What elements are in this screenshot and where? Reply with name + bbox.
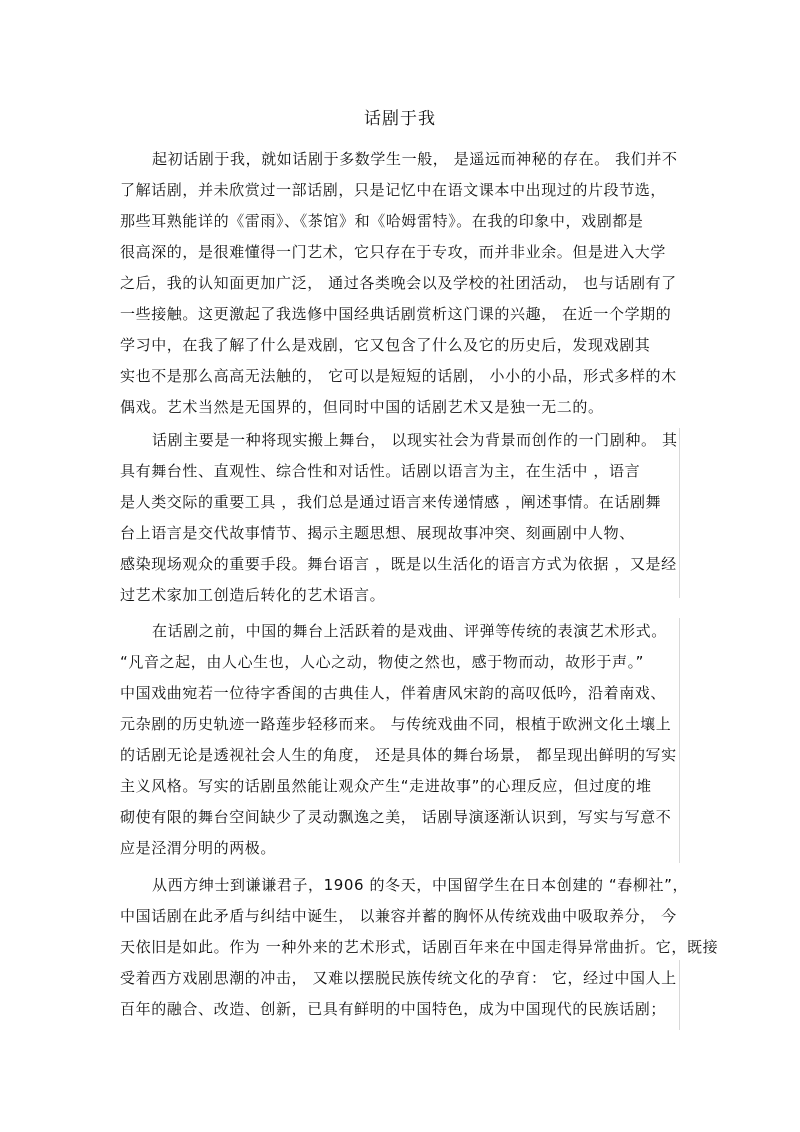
scan-margin-line	[679, 960, 680, 1030]
text-line: 了解话剧，并未欣赏过一部话剧，只是记忆中在语文课本中出现过的片段节选，	[120, 181, 667, 199]
text-line: 主义风格。写实的话剧虽然能让观众产生“走进故事”的心理反应，但过度的堆	[120, 777, 652, 795]
scan-margin-line	[679, 618, 680, 863]
document-title: 话剧于我	[364, 109, 436, 129]
text-line: 在话剧之前，中国的舞台上活跃着的是戏曲、评弹等传统的表演艺术形式。	[152, 622, 667, 640]
text-line: 实也不是那么高高无法触的， 它可以是短短的话剧， 小小的小品，形式多样的木	[120, 367, 677, 385]
text-line: 学习中，在我了解了什么是戏剧，它又包含了什么及它的历史后，发现戏剧其	[120, 336, 651, 354]
text-line: 元杂剧的历史轨迹一路莲步轻移而来。 与传统戏曲不同，根植于欧洲文化土壤上	[120, 715, 672, 733]
text-line: 之后，我的认知面更加广泛， 通过各类晚会以及学校的社团活动， 也与话剧有了	[120, 274, 677, 292]
text-line: 一些接触。这更激起了我选修中国经典话剧赏析这门课的兴趣， 在近一个学期的	[120, 305, 672, 323]
text-line: 的话剧无论是透视社会人生的角度， 还是具体的舞台场景， 都呈现出鲜明的写实	[120, 746, 677, 764]
scan-margin-line	[679, 428, 680, 598]
text-line: 是人类交际的重要工具 ，我们总是通过语言来传递情感 ，阐述事情。在话剧舞	[120, 493, 662, 511]
text-line: 那些耳熟能详的《雷雨》、《茶馆》和《哈姆雷特》。在我的印象中，戏剧都是	[120, 212, 644, 230]
text-line: 受着西方戏剧思潮的冲击， 又难以摆脱民族传统文化的孕育： 它，经过中国人上	[120, 969, 677, 987]
text-line: 具有舞台性、直观性、综合性和对话性。话剧以语言为主，在生活中 ，语言	[120, 462, 641, 480]
text-line: 感染现场观众的重要手段。舞台语言 ，既是以生活化的语言方式为依据 ，又是经	[120, 555, 677, 573]
text-line: 从西方绅士到谦谦君子，1906 的冬天，中国留学生在日本创建的 “春柳社”，	[152, 876, 689, 894]
text-line: 中国话剧在此矛盾与纠结中诞生， 以兼容并蓄的胸怀从传统戏曲中吸取养分， 今	[120, 907, 677, 925]
text-line: 过艺术家加工创造后转化的艺术语言。	[120, 586, 386, 604]
text-line: 应是泾渭分明的两极。	[120, 839, 277, 857]
text-line: 台上语言是交代故事情节、揭示主题思想、展现故事冲突、刻画剧中人物、	[120, 524, 635, 542]
text-line: 话剧主要是一种将现实搬上舞台， 以现实社会为背景而创作的一门剧种。 其	[152, 431, 678, 449]
text-line: “凡音之起，由人心生也，人心之动，物使之然也，感于物而动，故形于声。”	[120, 653, 645, 671]
text-line: 砌使有限的舞台空间缺少了灵动飘逸之美， 话剧导演逐渐认识到，写实与写意不	[120, 808, 672, 826]
text-line: 起初话剧于我，就如话剧于多数学生一般， 是遥远而神秘的存在。 我们并不	[152, 150, 678, 168]
text-line: 很高深的，是很难懂得一门艺术，它只存在于专攻，而并非业余。但是进入大学	[120, 243, 667, 261]
text-line: 百年的融合、改造、创新，已具有鲜明的中国特色，成为中国现代的民族话剧；	[120, 1000, 667, 1018]
text-line: 偶戏。艺术当然是无国界的，但同时中国的话剧艺术又是独一无二的。	[120, 398, 604, 416]
text-line: 中国戏曲宛若一位待字香闺的古典佳人，伴着唐风宋韵的高叹低吟，沿着南戏、	[120, 684, 667, 702]
text-line: 天依旧是如此。作为 一种外来的艺术形式，话剧百年来在中国走得异常曲折。它，既接	[120, 938, 719, 956]
